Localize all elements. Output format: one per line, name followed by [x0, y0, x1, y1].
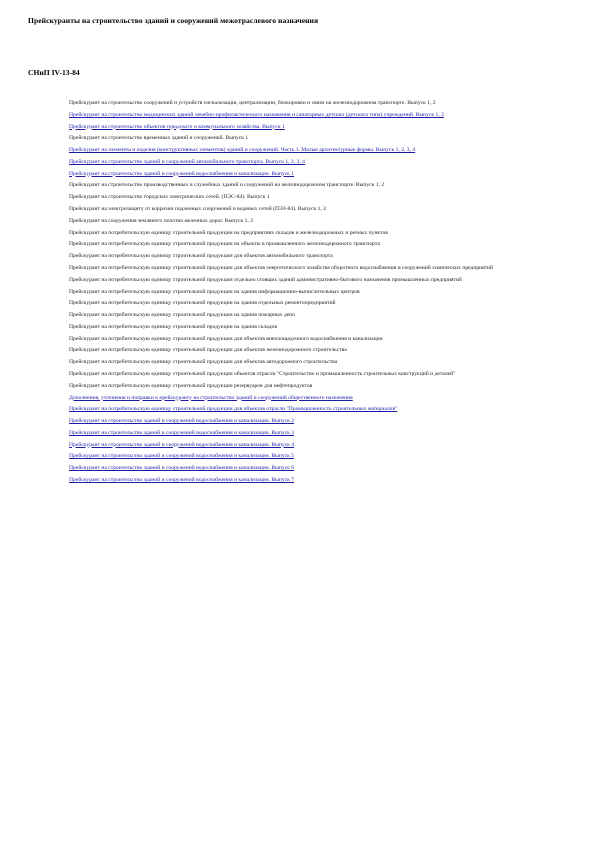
list-item [69, 289, 569, 296]
list-item[interactable] [69, 430, 569, 437]
document-entry-text: Прейскурант на электрозащиту от коррозии подземных сооружений и водяных сетей (ПЭЗ-84). Выпуск 1, 2 [69, 206, 326, 213]
document-entry-text: Прейскурант на потребительскую единицу строительной продукции объектов отрасли "Строительство и промышленность строительных конструкций и деталей" [69, 370, 456, 377]
document-link[interactable]: Прейскурант на строительство зданий и сооружений автомобильного транспорта. Выпуск 1, 2, 3, 4 [69, 158, 305, 165]
list-item [69, 324, 569, 331]
document-link[interactable]: Прейскурант на строительство зданий и сооружений водоснабжения и канализации. Выпуск 4 [69, 441, 295, 448]
list-item [69, 383, 569, 390]
document-link[interactable]: Прейскурант на строительство зданий и сооружений водоснабжения и канализации. Выпуск 2 [69, 418, 295, 425]
list-item [69, 194, 569, 201]
list-item [69, 135, 569, 142]
document-entry-text: Прейскурант на сооружения земляного полотна железных дорог. Выпуск 1, 2 [69, 217, 254, 224]
document-link[interactable]: Прейскурант на строительство зданий и сооружений водоснабжения и канализации. Выпуск 1 [69, 170, 295, 177]
document-entry-text: Прейскурант на строительство сооружений и устройств сигнализации, централизации, блокировки и связи на железнодорожном транспорте. Выпуск 1, 2 [69, 100, 436, 106]
document-entry-text: Прейскурант на потребительскую единицу строительной продукции на предприятиях складов и железнодорожных и речных пунктов [69, 229, 388, 236]
list-item[interactable] [69, 418, 569, 425]
list-item [69, 300, 569, 307]
document-link[interactable]: Прейскурант на строительство зданий и сооружений водоснабжения и канализации. Выпуск 3 [69, 429, 295, 436]
document-entry-text: Прейскурант на строительство временных зданий и сооружений. Выпуск 1 [69, 135, 249, 142]
list-item[interactable] [69, 465, 569, 472]
document-entry-text: Прейскурант на потребительскую единицу строительной продукции резервуаров для нефтепродуктов [69, 382, 313, 389]
list-item [69, 253, 569, 260]
list-item [69, 206, 569, 213]
document-entry-text: Прейскурант на потребительскую единицу строительной продукции на здания отдельных ремонтопредприятий [69, 300, 336, 307]
list-item[interactable] [69, 453, 569, 460]
list-item [69, 336, 569, 343]
page-title: Прейскуранты на строительство зданий и сооружений межотраслевого назначения [28, 16, 319, 25]
document-entry-text: Прейскурант на потребительскую единицу строительной продукции для объектов железнодорожного строительства [69, 347, 347, 354]
list-item[interactable] [69, 395, 569, 402]
document-link[interactable]: Дополнения, уточнения и поправки к прейскуранту на строительство зданий и сооружений общественного назначения [69, 394, 353, 401]
document-link[interactable]: Прейскурант на строительство зданий и сооружений водоснабжения и канализации. Выпуск 7 [69, 477, 295, 483]
list-item[interactable] [69, 171, 569, 178]
document-entry-text: Прейскурант на потребительскую единицу строительной продукции на здания пожарных депо [69, 312, 296, 319]
document-list [69, 100, 569, 489]
list-item[interactable] [69, 112, 569, 119]
list-item [69, 312, 569, 319]
list-item [69, 347, 569, 354]
document-entry-text: Прейскурант на потребительскую единицу строительной продукции для объектов внеплощадочного водоснабжения и канализации [69, 335, 383, 342]
list-item [69, 277, 569, 284]
list-item[interactable] [69, 159, 569, 166]
list-item [69, 371, 569, 378]
list-item [69, 241, 569, 248]
document-entry-text: Прейскурант на строительство городских электрических сетей. (ПЭС-84). Выпуск 1 [69, 194, 270, 201]
list-item[interactable] [69, 406, 569, 413]
document-link[interactable]: Прейскурант на потребительскую единицу строительной продукции для объектов отрасли "Промышленность строительных материалов" [69, 406, 398, 413]
document-entry-text: Прейскурант на потребительскую единицу строительной продукции на здания складов [69, 323, 277, 330]
list-item [69, 218, 569, 225]
list-item [69, 265, 569, 272]
list-item[interactable] [69, 124, 569, 131]
document-link[interactable]: Прейскурант на строительство зданий и сооружений водоснабжения и канализации. Выпуск 6 [69, 465, 295, 472]
document-link[interactable]: Прейскурант на строительство объектов городского и коммунального хозяйства. Выпуск 1 [69, 123, 285, 130]
document-entry-text: Прейскурант на потребительскую единицу строительной продукции на здания информационно-вычислительных центров [69, 288, 360, 295]
document-link[interactable]: Прейскурант на элементы и изделия (конструктивных элементов) зданий и сооружений. Часть 1. Малые архитектурные формы. Выпуск 1, 2, 3, 4 [69, 147, 416, 154]
list-item [69, 230, 569, 237]
document-link[interactable]: Прейскурант на строительство медицинских зданий лечебно-профилактического назначения и санаторных детских (детского типа) учреждений. Выпуск 1, 2 [69, 111, 444, 118]
document-entry-text: Прейскурант на потребительскую единицу строительной продукции отдельно стоящих зданий административно-бытового назначения промышленных предприятий [69, 276, 462, 283]
document-entry-text: Прейскурант на потребительскую единицу строительной продукции для объектов энергетического хозяйства оборотного водоснабжения и сооружений химических предприятий [69, 264, 494, 271]
list-item[interactable] [69, 147, 569, 154]
list-item[interactable] [69, 442, 569, 449]
list-item[interactable] [69, 477, 569, 484]
document-link[interactable]: Прейскурант на строительство зданий и сооружений водоснабжения и канализации. Выпуск 5 [69, 453, 295, 460]
list-item [69, 182, 569, 189]
document-entry-text: Прейскурант на потребительскую единицу строительной продукции на объекты в промышленного железнодорожного транспорта [69, 241, 380, 248]
document-entry-text: Прейскурант на строительство производственных и служебных зданий и сооружений на железнодорожном транспорте. Выпуск 1, 2 [69, 182, 385, 189]
list-item [69, 100, 569, 107]
document-entry-text: Прейскурант на потребительскую единицу строительной продукции для объектов автомобильного транспорта [69, 253, 333, 260]
document-code: СНиП IV-13-84 [28, 68, 80, 77]
document-entry-text: Прейскурант на потребительскую единицу строительной продукции для объектов автодорожного строительства [69, 359, 338, 366]
list-item [69, 359, 569, 366]
